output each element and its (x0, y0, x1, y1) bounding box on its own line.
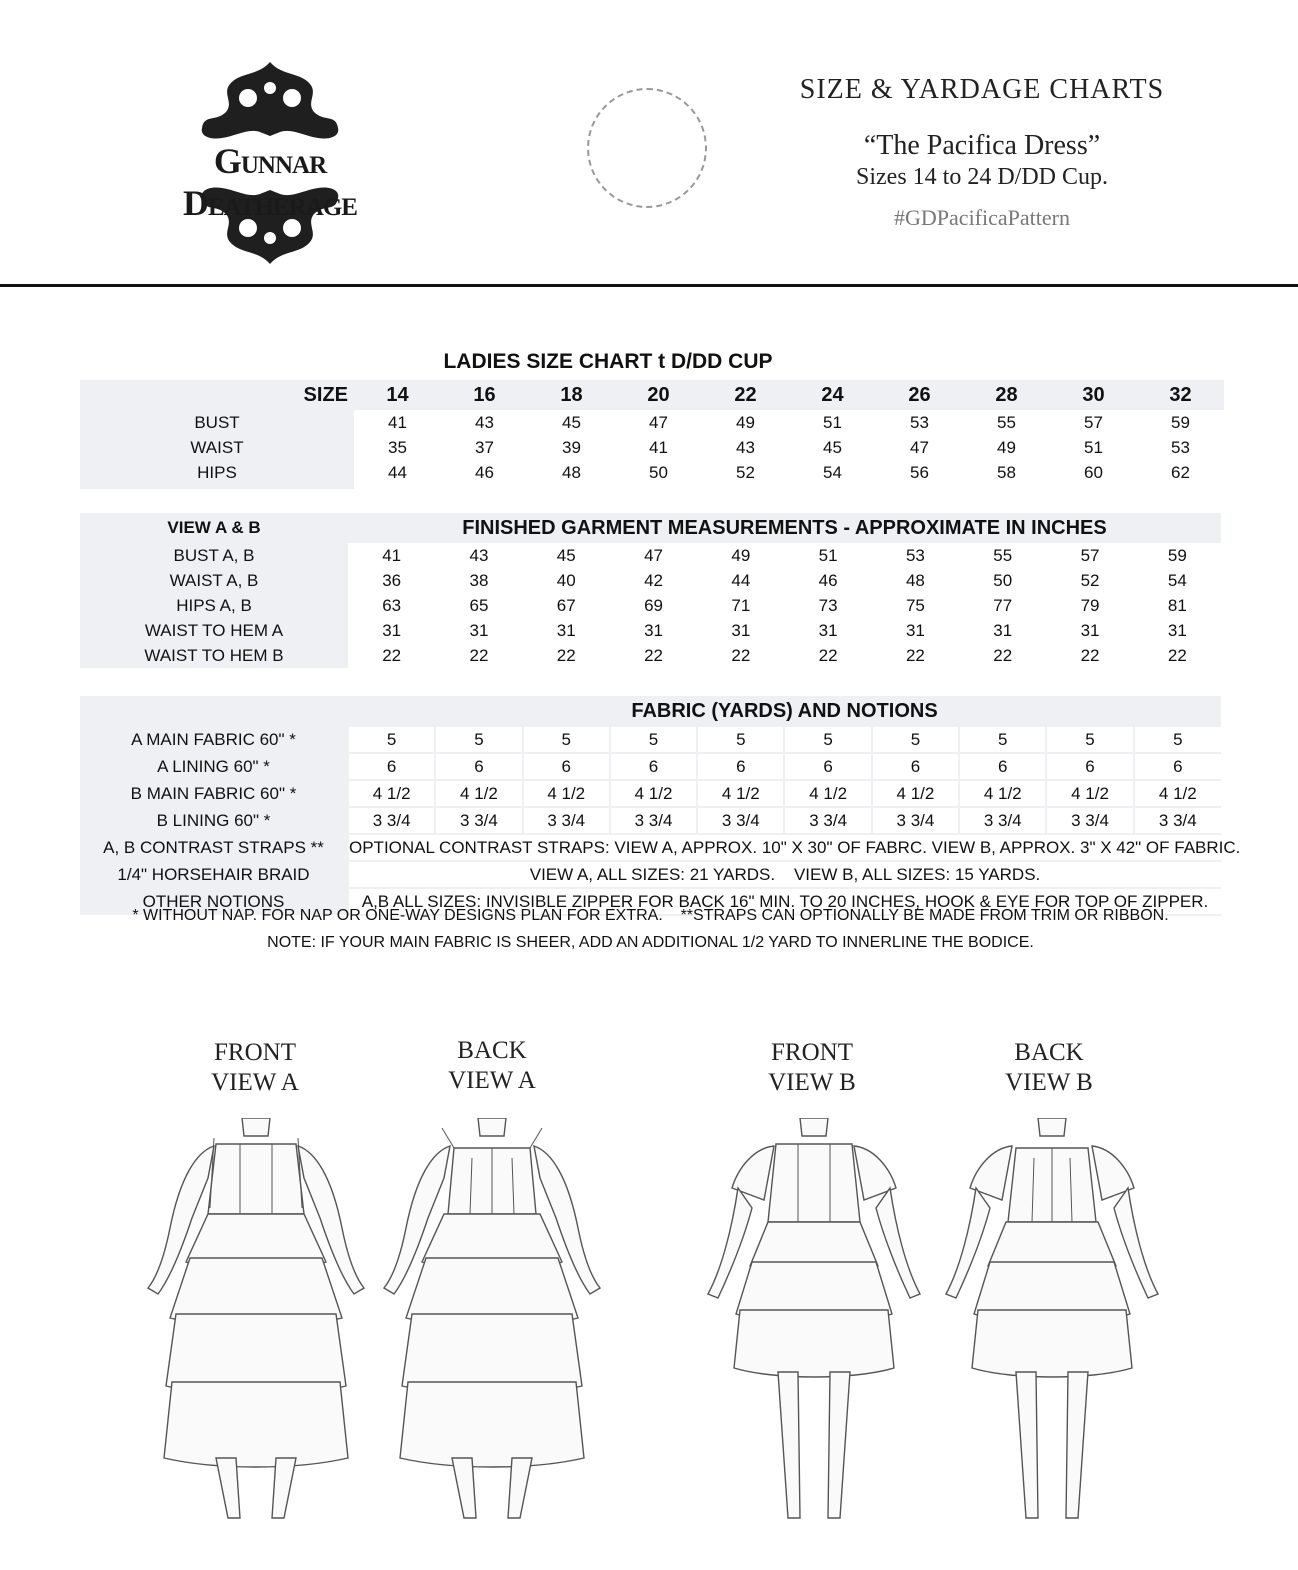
value-cell: 36 (382, 570, 402, 590)
figure-front-view-b (694, 1118, 934, 1538)
value-cell: 71 (731, 595, 751, 615)
value-cell: 46 (475, 462, 494, 482)
value-cell: 5 (872, 727, 959, 753)
size-chart-title: LADIES SIZE CHART t D/DD CUP (443, 350, 773, 373)
value-cell: 4 1/2 (435, 780, 522, 807)
value-cell: 4 1/2 (784, 780, 871, 807)
value-cell: 53 (1171, 437, 1190, 457)
value-cell: 6 (784, 753, 871, 780)
wide-cell: A,B ALL SIZES: INVISIBLE ZIPPER FOR BACK 16" MIN. TO 20 INCHES, HOOK & EYE FOR TOP OF ZIPPER. (348, 888, 1221, 915)
pattern-name: “The Pacifica Dress” (863, 130, 1101, 161)
size-cell: 18 (560, 383, 583, 406)
value-cell: 48 (905, 570, 925, 590)
dress-illustration-icon (136, 1118, 376, 1538)
value-cell: 51 (823, 412, 842, 432)
value-cell: 4 1/2 (959, 780, 1046, 807)
value-cell: 54 (1167, 570, 1187, 590)
value-cell: 3 3/4 (610, 807, 697, 834)
value-cell: 4 1/2 (872, 780, 959, 807)
finished-title: FINISHED GARMENT MEASUREMENTS - APPROXIMATE IN INCHES (462, 516, 1107, 539)
row-label: B LINING 60" * (80, 807, 348, 834)
title-block (770, 74, 1194, 231)
value-cell: 6 (1046, 753, 1133, 780)
value-cell: 49 (731, 545, 751, 565)
value-cell: 73 (818, 595, 838, 615)
value-cell: 6 (523, 753, 610, 780)
table-row (80, 410, 1224, 435)
size-cell: 22 (734, 383, 757, 406)
row-label: 1/4" HORSEHAIR BRAID (80, 861, 348, 888)
value-cell: 6 (697, 753, 784, 780)
value-cell: 81 (1167, 595, 1187, 615)
table-row (80, 861, 1221, 888)
row-label: WAIST TO HEM B (80, 643, 348, 668)
value-cell: 46 (818, 570, 838, 590)
value-cell: 43 (475, 412, 494, 432)
value-cell: 59 (1167, 545, 1187, 565)
size-cell: 32 (1169, 383, 1192, 406)
dress-illustration-icon (932, 1118, 1172, 1538)
table-row (80, 618, 1221, 643)
ladies-size-chart (80, 380, 1224, 489)
hashtag: #GDPacificaPattern (894, 205, 1070, 230)
value-cell: 4 1/2 (1046, 780, 1133, 807)
value-cell: 3 3/4 (959, 807, 1046, 834)
view-line: VIEW A (211, 1069, 299, 1096)
row-label: OTHER NOTIONS (80, 888, 348, 915)
value-cell: 3 3/4 (872, 807, 959, 834)
value-cell: 4 1/2 (523, 780, 610, 807)
size-cell: 30 (1082, 383, 1105, 406)
seal-placeholder (587, 88, 707, 208)
value-cell: 39 (562, 437, 581, 457)
header-divider (0, 284, 1298, 287)
value-cell: 48 (562, 462, 581, 482)
value-cell: 51 (1084, 437, 1103, 457)
value-cell: 45 (556, 545, 576, 565)
value-cell: 6 (959, 753, 1046, 780)
view-line: FRONT (771, 1039, 853, 1066)
value-cell: 79 (1080, 595, 1100, 615)
value-cell: 22 (556, 645, 576, 665)
value-cell: 52 (736, 462, 755, 482)
value-cell: 31 (1167, 620, 1187, 640)
finished-measurements-table (80, 513, 1221, 668)
value-cell: 45 (823, 437, 842, 457)
value-cell: 22 (1080, 645, 1100, 665)
value-cell: 50 (993, 570, 1013, 590)
value-cell: 47 (910, 437, 929, 457)
wide-cell: OPTIONAL CONTRAST STRAPS: VIEW A, APPROX. 10" X 30" OF FABRC. VIEW B, APPROX. 3" X 42" OF FABRIC. (348, 834, 1221, 861)
fabric-header-row (80, 696, 1221, 727)
value-cell: 3 3/4 (348, 807, 435, 834)
value-cell: 47 (644, 545, 663, 565)
value-cell: 49 (736, 412, 755, 432)
table-row (80, 593, 1221, 618)
value-cell: 5 (348, 727, 435, 753)
value-cell: 44 (731, 570, 751, 590)
row-label: WAIST (80, 435, 354, 460)
table-row (80, 807, 1221, 834)
view-line: BACK (457, 1037, 527, 1064)
view-line: FRONT (214, 1039, 296, 1066)
brand-name: Gunnar Deatherage (183, 141, 357, 223)
footnote-nap: * WITHOUT NAP. FOR NAP OR ONE-WAY DESIGNS PLAN FOR EXTRA. **STRAPS CAN OPTIONALLY BE MADE FROM TRIM OR RIBBON. (132, 907, 1169, 924)
value-cell: 5 (784, 727, 871, 753)
value-cell: 6 (435, 753, 522, 780)
table-row (80, 568, 1221, 593)
size-cell: 26 (908, 383, 931, 406)
table-row (80, 543, 1221, 568)
brand-logo (130, 58, 410, 268)
size-cell: 16 (473, 383, 496, 406)
view-line: BACK (1014, 1039, 1084, 1066)
value-cell: 40 (556, 570, 576, 590)
size-cell: 24 (821, 383, 844, 406)
value-cell: 5 (1134, 727, 1221, 753)
value-cell: 77 (993, 595, 1013, 615)
value-cell: 4 1/2 (697, 780, 784, 807)
value-cell: 43 (736, 437, 755, 457)
value-cell: 22 (644, 645, 663, 665)
value-cell: 22 (993, 645, 1013, 665)
page-header (0, 0, 1298, 287)
value-cell: 54 (823, 462, 842, 482)
row-label: BUST (80, 410, 354, 435)
value-cell: 6 (610, 753, 697, 780)
value-cell: 53 (910, 412, 929, 432)
value-cell: 37 (475, 437, 494, 457)
size-header-row (80, 380, 1224, 410)
value-cell: 31 (469, 620, 489, 640)
value-cell: 5 (959, 727, 1046, 753)
table-row (80, 435, 1224, 460)
size-label: SIZE (303, 383, 348, 406)
row-label: A MAIN FABRIC 60" * (80, 727, 348, 753)
value-cell: 62 (1171, 462, 1190, 482)
size-cell: 20 (647, 383, 670, 406)
value-cell: 22 (905, 645, 925, 665)
table-row (80, 834, 1221, 861)
value-cell: 55 (993, 545, 1013, 565)
value-cell: 67 (556, 595, 576, 615)
value-cell: 41 (388, 412, 407, 432)
value-cell: 50 (649, 462, 668, 482)
value-cell: 6 (348, 753, 435, 780)
value-cell: 51 (818, 545, 838, 565)
value-cell: 22 (469, 645, 489, 665)
value-cell: 35 (388, 437, 407, 457)
value-cell: 4 1/2 (348, 780, 435, 807)
value-cell: 31 (644, 620, 663, 640)
value-cell: 45 (562, 412, 581, 432)
row-label: HIPS (80, 460, 354, 485)
wide-cell: VIEW A, ALL SIZES: 21 YARDS. VIEW B, ALL SIZES: 15 YARDS. (348, 861, 1221, 888)
value-cell: 3 3/4 (1134, 807, 1221, 834)
value-cell: 31 (382, 620, 402, 640)
fabric-notions-table (80, 696, 1241, 916)
value-cell: 22 (1167, 645, 1187, 665)
value-cell: 44 (388, 462, 407, 482)
view-label-front-b (712, 1038, 912, 1098)
value-cell: 53 (905, 545, 925, 565)
value-cell: 3 3/4 (784, 807, 871, 834)
value-cell: 42 (644, 570, 663, 590)
value-cell: 22 (731, 645, 751, 665)
value-cell: 5 (523, 727, 610, 753)
value-cell: 4 1/2 (1134, 780, 1221, 807)
value-cell: 6 (1134, 753, 1221, 780)
value-cell: 43 (469, 545, 489, 565)
figure-front-view-a (136, 1118, 376, 1538)
table-row (80, 460, 1224, 485)
row-label: A, B CONTRAST STRAPS ** (80, 834, 348, 861)
fabric-title: FABRIC (YARDS) AND NOTIONS (631, 700, 938, 722)
view-label-back-b (949, 1038, 1149, 1098)
spacer-row (80, 485, 1224, 489)
value-cell: 63 (382, 595, 402, 615)
value-cell: 22 (382, 645, 402, 665)
view-line: VIEW B (768, 1069, 856, 1096)
value-cell: 4 1/2 (610, 780, 697, 807)
value-cell: 41 (382, 545, 402, 565)
figure-back-view-a (372, 1118, 612, 1538)
value-cell: 60 (1084, 462, 1103, 482)
view-line: VIEW A (448, 1067, 536, 1094)
value-cell: 75 (905, 595, 925, 615)
document-title: SIZE & YARDAGE CHARTS (799, 74, 1165, 105)
table-row (80, 643, 1221, 668)
value-cell: 5 (435, 727, 522, 753)
value-cell: 5 (610, 727, 697, 753)
value-cell: 5 (1046, 727, 1133, 753)
dress-illustration-icon (694, 1118, 934, 1538)
value-cell: 31 (818, 620, 838, 640)
value-cell: 65 (469, 595, 489, 615)
value-cell: 31 (993, 620, 1013, 640)
value-cell: 31 (731, 620, 751, 640)
footnote-sheer: NOTE: IF YOUR MAIN FABRIC IS SHEER, ADD AN ADDITIONAL 1/2 YARD TO INNERLINE THE BODICE. (267, 934, 1034, 951)
row-label: HIPS A, B (80, 593, 348, 618)
value-cell: 47 (649, 412, 668, 432)
view-label-front-a (155, 1038, 355, 1098)
value-cell: 22 (818, 645, 838, 665)
table-row (80, 753, 1221, 780)
size-cell: 14 (386, 383, 409, 406)
view-label-back-a (392, 1036, 592, 1096)
value-cell: 31 (1080, 620, 1100, 640)
row-label: WAIST A, B (80, 568, 348, 593)
value-cell: 3 3/4 (523, 807, 610, 834)
value-cell: 59 (1171, 412, 1190, 432)
value-cell: 5 (697, 727, 784, 753)
table-row (80, 780, 1221, 807)
value-cell: 3 3/4 (697, 807, 784, 834)
value-cell: 6 (872, 753, 959, 780)
value-cell: 49 (997, 437, 1016, 457)
size-cell: 28 (995, 383, 1018, 406)
size-range: Sizes 14 to 24 D/DD Cup. (856, 164, 1108, 190)
value-cell: 55 (997, 412, 1016, 432)
value-cell: 31 (556, 620, 576, 640)
value-cell: 41 (649, 437, 668, 457)
value-cell: 56 (910, 462, 929, 482)
table-row (80, 727, 1221, 753)
value-cell: 52 (1080, 570, 1100, 590)
value-cell: 57 (1084, 412, 1103, 432)
figure-back-view-b (932, 1118, 1172, 1538)
value-cell: 38 (469, 570, 489, 590)
row-label: BUST A, B (80, 543, 348, 568)
row-label: WAIST TO HEM A (80, 618, 348, 643)
row-label: A LINING 60" * (80, 753, 348, 780)
row-label: B MAIN FABRIC 60" * (80, 780, 348, 807)
value-cell: 58 (997, 462, 1016, 482)
value-cell: 69 (644, 595, 663, 615)
dress-illustration-icon (372, 1118, 612, 1538)
view-label: VIEW A & B (167, 518, 261, 537)
value-cell: 57 (1080, 545, 1100, 565)
view-line: VIEW B (1005, 1069, 1093, 1096)
value-cell: 31 (905, 620, 925, 640)
value-cell: 3 3/4 (1046, 807, 1133, 834)
finished-header-row (80, 513, 1221, 543)
value-cell: 3 3/4 (435, 807, 522, 834)
